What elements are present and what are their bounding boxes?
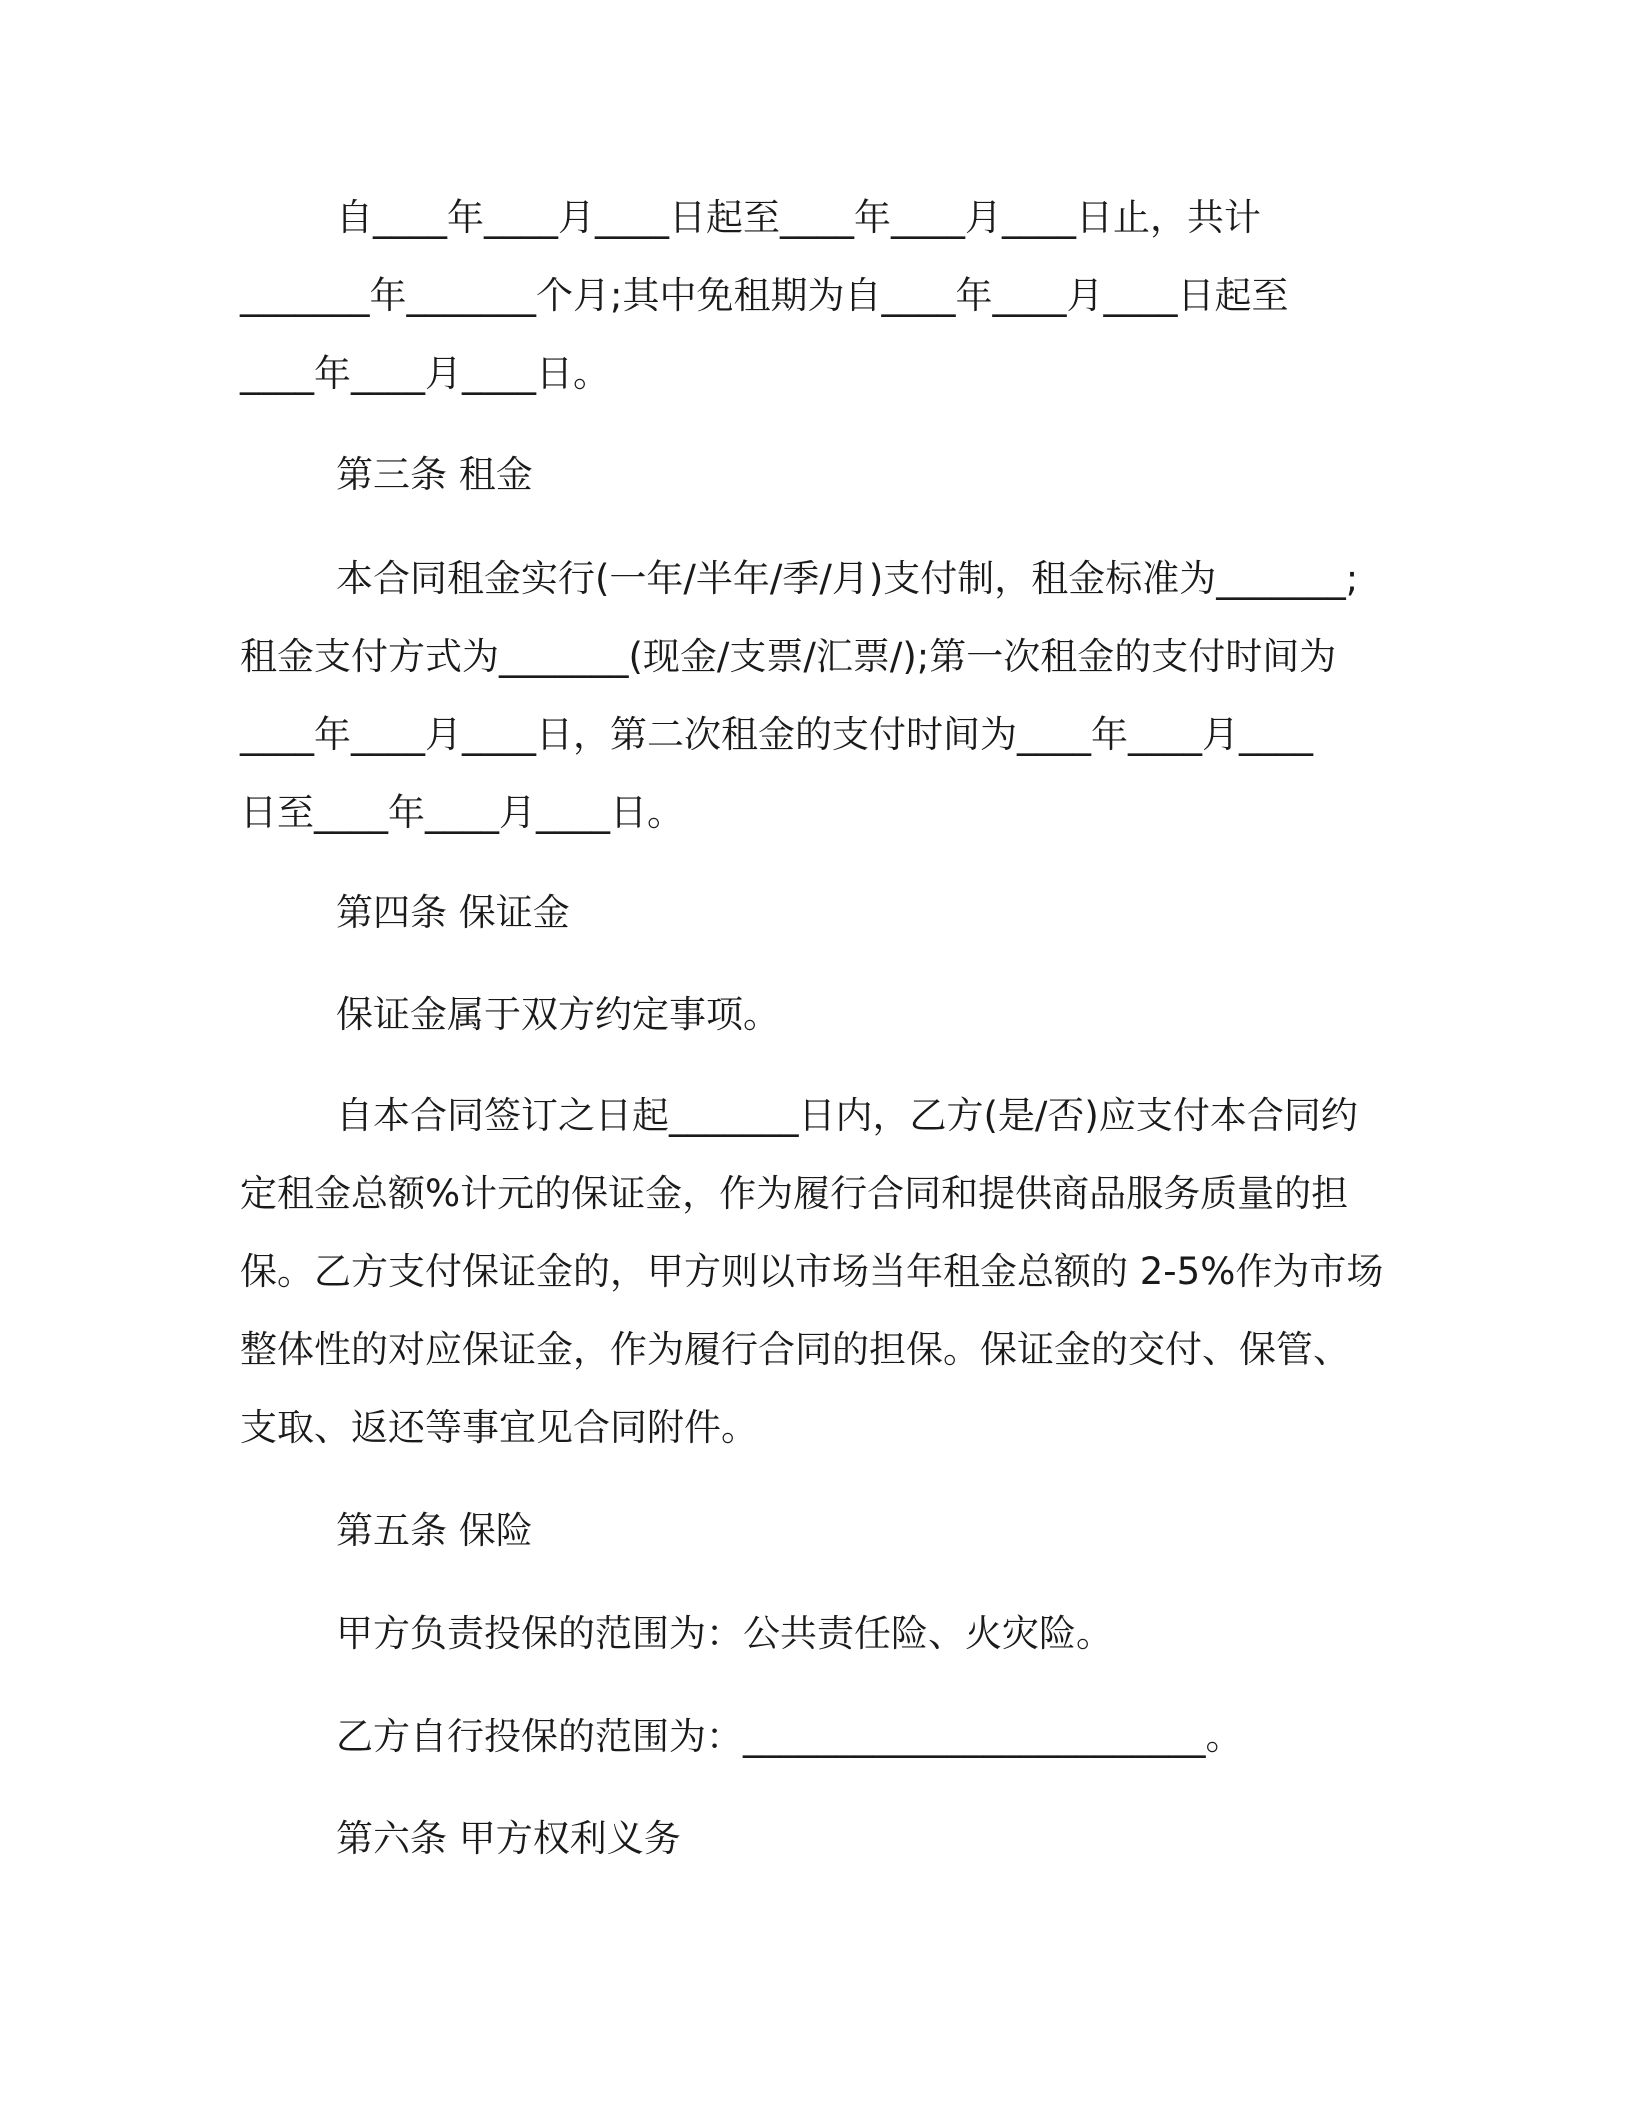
text-line: 日至____年____月____日。 (240, 791, 684, 834)
heading-article-6 (240, 1800, 1380, 1878)
text-line: 自本合同签订之日起_______日内，乙方(是/否)应支付本合同约 (336, 1094, 1358, 1137)
text-line: 乙方自行投保的范围为：_________________________。 (336, 1715, 1243, 1758)
text-line: 甲方负责投保的范围为：公共责任险、火灾险。 (336, 1612, 1113, 1655)
text-line: 保证金属于双方约定事项。 (336, 993, 780, 1036)
paragraph-insurance-party-b (240, 1698, 1380, 1776)
text-line: 自____年____月____日起至____年____月____日止，共计 (336, 196, 1261, 239)
paragraph-rent (240, 540, 1380, 852)
text-line: ____年____月____日。 (240, 352, 610, 395)
text-line: 整体性的对应保证金，作为履行合同的担保。保证金的交付、保管、 (240, 1328, 1350, 1371)
paragraph-insurance-party-a (240, 1595, 1380, 1673)
text-line: 支取、返还等事宜见合同附件。 (240, 1406, 758, 1449)
heading-article-4 (240, 874, 1380, 952)
text-line: ____年____月____日，第二次租金的支付时间为____年____月____ (240, 713, 1313, 756)
paragraph-deposit-intro (240, 976, 1380, 1054)
text-line: 本合同租金实行(一年/半年/季/月)支付制，租金标准为_______; (336, 557, 1359, 600)
text-line: _______年_______个月;其中免租期为自____年____月____日起至 (240, 274, 1289, 317)
paragraph-lease-term (240, 179, 1380, 413)
section-heading: 第五条 保险 (336, 1509, 533, 1552)
section-heading: 第三条 租金 (336, 453, 533, 496)
section-heading: 第六条 甲方权利义务 (336, 1817, 681, 1860)
heading-article-5 (240, 1492, 1380, 1570)
section-heading: 第四条 保证金 (336, 891, 570, 934)
text-line: 保。乙方支付保证金的，甲方则以市场当年租金总额的 2-5%作为市场 (240, 1250, 1384, 1293)
text-line: 租金支付方式为_______(现金/支票/汇票/);第一次租金的支付时间为 (240, 635, 1337, 678)
heading-article-3 (240, 436, 1380, 514)
text-line: 定租金总额%计元的保证金，作为履行合同和提供商品服务质量的担 (240, 1172, 1349, 1215)
paragraph-deposit-detail (240, 1077, 1384, 1467)
